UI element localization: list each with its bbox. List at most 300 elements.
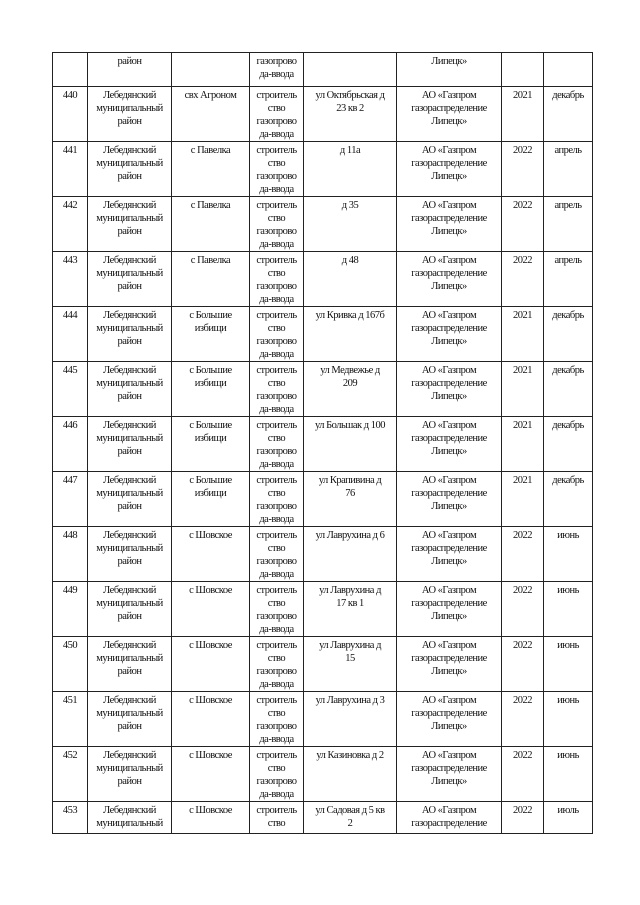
cell-settlement	[172, 362, 250, 417]
cell-number	[53, 692, 88, 747]
cell-text-line: д 11а	[339, 145, 361, 156]
cell-work-type	[250, 747, 304, 802]
cell-text-line: 209	[342, 378, 358, 389]
cell-settlement	[172, 692, 250, 747]
cell-text-line: газопрово	[256, 116, 297, 127]
cell-number	[53, 527, 88, 582]
cell-text: июнь	[557, 750, 579, 761]
cell-text-line: да-ввода	[259, 734, 294, 745]
cell-address	[304, 87, 397, 142]
cell-organization	[397, 747, 502, 802]
cell-text: 449	[62, 585, 78, 596]
table-row	[53, 692, 593, 747]
cell-text-line: избищи	[194, 433, 227, 444]
table-row	[53, 87, 593, 142]
cell-month	[544, 362, 593, 417]
cell-number	[53, 362, 88, 417]
cell-text: июнь	[557, 585, 579, 596]
cell-text-line: строитель	[256, 640, 297, 651]
cell-text-line: да-ввода	[259, 69, 294, 80]
cell-organization	[397, 53, 502, 87]
cell-text-line: строитель	[256, 420, 297, 431]
cell-text-line: муниципальный	[96, 213, 163, 224]
cell-work-type	[250, 362, 304, 417]
cell-text-line: район	[117, 391, 142, 402]
cell-text-line: Лебедянский	[103, 420, 156, 431]
cell-text-line: Лебедянский	[103, 365, 156, 376]
cell-text-line: газораспределение	[411, 763, 487, 774]
cell-text-line: 17 кв 1	[336, 598, 364, 609]
cell-address	[304, 637, 397, 692]
cell-text-line: строитель	[256, 750, 297, 761]
cell-work-type	[250, 53, 304, 87]
cell-text-line: ул Медвежье д	[320, 365, 380, 376]
cell-text-line: строитель	[256, 90, 297, 101]
cell-text: 451	[62, 695, 78, 706]
cell-text-line: газораспределение	[411, 213, 487, 224]
cell-month	[544, 527, 593, 582]
cell-text-line: с Шовское	[189, 750, 232, 761]
cell-text-line: муниципальный	[96, 268, 163, 279]
cell-text-line: да-ввода	[259, 679, 294, 690]
cell-organization	[397, 417, 502, 472]
cell-text-line: с Павелка	[190, 255, 231, 266]
cell-text-line: да-ввода	[259, 459, 294, 470]
cell-text-line: с Шовское	[189, 640, 232, 651]
cell-organization	[397, 87, 502, 142]
cell-text: 2022	[513, 695, 532, 706]
cell-text-line: с Большие	[189, 475, 232, 486]
cell-text-line: район	[117, 501, 142, 512]
cell-text-line: ство	[267, 598, 286, 609]
cell-text-line: газопрово	[256, 171, 297, 182]
cell-text-line: да-ввода	[259, 239, 294, 250]
cell-text-line: АО «Газпром	[421, 585, 477, 596]
cell-text-line: газораспределение	[411, 103, 487, 114]
cell-month	[544, 472, 593, 527]
cell-settlement	[172, 472, 250, 527]
cell-year	[502, 87, 544, 142]
cell-text-line: Липецк»	[431, 611, 467, 622]
cell-text-line: Липецк»	[431, 556, 467, 567]
cell-text-line: муниципальный	[96, 378, 163, 389]
cell-year	[502, 417, 544, 472]
cell-text-line: ул Большак д 100	[314, 420, 385, 431]
cell-text-line: газопрово	[256, 281, 297, 292]
cell-text-line: АО «Газпром	[421, 640, 477, 651]
cell-number	[53, 637, 88, 692]
cell-text-line: с Шовское	[189, 585, 232, 596]
cell-text-line: строитель	[256, 200, 297, 211]
cell-text-line: ство	[267, 213, 286, 224]
cell-text-line: АО «Газпром	[421, 365, 477, 376]
cell-year	[502, 252, 544, 307]
cell-text-line: газопрово	[256, 556, 297, 567]
cell-text-line: Лебедянский	[103, 255, 156, 266]
cell-text-line: ство	[267, 158, 286, 169]
cell-text-line: ство	[267, 708, 286, 719]
cell-text-line: да-ввода	[259, 624, 294, 635]
cell-address	[304, 472, 397, 527]
cell-text: июль	[557, 805, 579, 816]
cell-text-line: газопрово	[256, 666, 297, 677]
cell-text-line: да-ввода	[259, 294, 294, 305]
cell-year	[502, 307, 544, 362]
cell-month	[544, 53, 593, 87]
cell-organization	[397, 362, 502, 417]
cell-district	[88, 582, 172, 637]
cell-text: декабрь	[552, 310, 584, 321]
cell-work-type	[250, 582, 304, 637]
cell-address	[304, 307, 397, 362]
cell-text-line: газопрово	[256, 56, 297, 67]
cell-number	[53, 802, 88, 834]
cell-address	[304, 53, 397, 87]
cell-work-type	[250, 637, 304, 692]
cell-work-type	[250, 802, 304, 834]
table-row	[53, 197, 593, 252]
cell-text-line: строитель	[256, 805, 297, 816]
cell-text-line: ство	[267, 323, 286, 334]
cell-number	[53, 472, 88, 527]
cell-text: 441	[62, 145, 78, 156]
cell-organization	[397, 582, 502, 637]
cell-address	[304, 197, 397, 252]
cell-number	[53, 252, 88, 307]
cell-text-line: газораспределение	[411, 598, 487, 609]
cell-text-line: д 35	[341, 200, 359, 211]
cell-text-line: Лебедянский	[103, 805, 156, 816]
cell-organization	[397, 252, 502, 307]
cell-month	[544, 802, 593, 834]
cell-text-line: район	[117, 721, 142, 732]
cell-district	[88, 527, 172, 582]
cell-work-type	[250, 692, 304, 747]
cell-district	[88, 472, 172, 527]
cell-text-line: избищи	[194, 488, 227, 499]
cell-text-line: Липецк»	[431, 281, 467, 292]
cell-district	[88, 142, 172, 197]
cell-month	[544, 197, 593, 252]
cell-text-line: Лебедянский	[103, 585, 156, 596]
cell-district	[88, 417, 172, 472]
cell-text-line: район	[117, 116, 142, 127]
cell-text: декабрь	[552, 365, 584, 376]
cell-text-line: Лебедянский	[103, 530, 156, 541]
cell-text-line: Липецк»	[431, 666, 467, 677]
cell-text-line: АО «Газпром	[421, 695, 477, 706]
cell-month	[544, 417, 593, 472]
cell-text-line: Липецк»	[431, 446, 467, 457]
cell-text: июнь	[557, 640, 579, 651]
cell-text: 2022	[513, 530, 532, 541]
cell-organization	[397, 142, 502, 197]
cell-text-line: газопрово	[256, 226, 297, 237]
gasification-table	[52, 52, 593, 834]
cell-text-line: с Шовское	[189, 805, 232, 816]
table-row	[53, 142, 593, 197]
cell-district	[88, 252, 172, 307]
cell-text-line: ул Лаврухина д	[319, 585, 381, 596]
cell-month	[544, 582, 593, 637]
cell-year	[502, 53, 544, 87]
cell-text: 443	[62, 255, 78, 266]
cell-text-line: да-ввода	[259, 569, 294, 580]
cell-text-line: район	[117, 611, 142, 622]
cell-text-line: Лебедянский	[103, 640, 156, 651]
cell-text-line: газораспределение	[411, 708, 487, 719]
cell-text: апрель	[554, 145, 582, 156]
cell-month	[544, 142, 593, 197]
cell-settlement	[172, 637, 250, 692]
cell-text-line: да-ввода	[259, 349, 294, 360]
cell-text: декабрь	[552, 90, 584, 101]
cell-address	[304, 747, 397, 802]
cell-year	[502, 582, 544, 637]
cell-text: 453	[62, 805, 78, 816]
cell-text-line: газораспределение	[411, 653, 487, 664]
cell-text-line: 76	[345, 488, 355, 499]
cell-text-line: Лебедянский	[103, 145, 156, 156]
cell-work-type	[250, 527, 304, 582]
cell-text-line: строитель	[256, 365, 297, 376]
table-row	[53, 582, 593, 637]
cell-text-line: 23 кв 2	[336, 103, 364, 114]
cell-text-line: Липецк»	[431, 776, 467, 787]
cell-text-line: избищи	[194, 323, 227, 334]
cell-text: декабрь	[552, 475, 584, 486]
cell-address	[304, 142, 397, 197]
cell-text-line: Липецк»	[431, 226, 467, 237]
cell-text-line: Липецк»	[431, 56, 467, 67]
cell-text-line: Липецк»	[431, 336, 467, 347]
cell-address	[304, 802, 397, 834]
cell-text-line: 2	[347, 818, 353, 829]
cell-number	[53, 417, 88, 472]
cell-text: 445	[62, 365, 78, 376]
cell-organization	[397, 692, 502, 747]
cell-month	[544, 637, 593, 692]
table-row	[53, 472, 593, 527]
cell-text-line: ул Садовая д 5 кв	[315, 805, 385, 816]
cell-text: апрель	[554, 200, 582, 211]
cell-work-type	[250, 142, 304, 197]
cell-work-type	[250, 417, 304, 472]
cell-settlement	[172, 87, 250, 142]
cell-work-type	[250, 87, 304, 142]
cell-text-line: район	[117, 226, 142, 237]
cell-text-line: район	[117, 446, 142, 457]
cell-address	[304, 527, 397, 582]
cell-text: апрель	[554, 255, 582, 266]
cell-text-line: АО «Газпром	[421, 750, 477, 761]
cell-district	[88, 197, 172, 252]
table-row	[53, 637, 593, 692]
cell-text-line: Лебедянский	[103, 310, 156, 321]
cell-text-line: Лебедянский	[103, 200, 156, 211]
cell-text: 2022	[513, 255, 532, 266]
cell-text-line: муниципальный	[96, 158, 163, 169]
cell-text-line: ство	[267, 488, 286, 499]
cell-text-line: газораспределение	[411, 818, 487, 829]
cell-text-line: газопрово	[256, 611, 297, 622]
cell-year	[502, 527, 544, 582]
cell-text-line: Липецк»	[431, 501, 467, 512]
cell-text-line: муниципальный	[96, 598, 163, 609]
cell-text: 2021	[513, 420, 532, 431]
cell-district	[88, 362, 172, 417]
cell-text-line: газопрово	[256, 776, 297, 787]
cell-text-line: ул Октябрьская д	[315, 90, 385, 101]
cell-text-line: ул Лаврухина д	[319, 640, 381, 651]
cell-year	[502, 637, 544, 692]
cell-text-line: ул Кривка д 167б	[315, 310, 385, 321]
cell-text-line: АО «Газпром	[421, 255, 477, 266]
cell-year	[502, 142, 544, 197]
cell-text: 452	[62, 750, 78, 761]
cell-district	[88, 53, 172, 87]
cell-text-line: ство	[267, 103, 286, 114]
cell-text-line: с Шовское	[189, 530, 232, 541]
cell-text-line: с Большие	[189, 310, 232, 321]
cell-number	[53, 142, 88, 197]
cell-text: 2022	[513, 585, 532, 596]
cell-work-type	[250, 307, 304, 362]
cell-text: декабрь	[552, 420, 584, 431]
cell-text-line: ство	[267, 763, 286, 774]
cell-text: 444	[62, 310, 78, 321]
cell-text-line: газораспределение	[411, 433, 487, 444]
table-row	[53, 252, 593, 307]
cell-text-line: газопрово	[256, 501, 297, 512]
cell-text: 450	[62, 640, 78, 651]
cell-address	[304, 417, 397, 472]
cell-month	[544, 252, 593, 307]
cell-text-line: ство	[267, 268, 286, 279]
cell-year	[502, 362, 544, 417]
cell-text-line: газопрово	[256, 721, 297, 732]
cell-text-line: муниципальный	[96, 103, 163, 114]
cell-text-line: с Павелка	[190, 145, 231, 156]
cell-text-line: муниципальный	[96, 323, 163, 334]
cell-text-line: газопрово	[256, 391, 297, 402]
cell-text-line: строитель	[256, 310, 297, 321]
table-row	[53, 802, 593, 834]
cell-text-line: Лебедянский	[103, 695, 156, 706]
cell-text: 2021	[513, 310, 532, 321]
cell-text: 2022	[513, 200, 532, 211]
cell-text-line: строитель	[256, 695, 297, 706]
cell-text-line: газораспределение	[411, 268, 487, 279]
cell-settlement	[172, 53, 250, 87]
cell-text-line: газораспределение	[411, 543, 487, 554]
cell-text-line: строитель	[256, 585, 297, 596]
cell-text-line: АО «Газпром	[421, 310, 477, 321]
cell-text-line: ул Казиновка д 2	[316, 750, 384, 761]
cell-text-line: строитель	[256, 475, 297, 486]
cell-text-line: ство	[267, 653, 286, 664]
table-row	[53, 362, 593, 417]
cell-text: 2022	[513, 640, 532, 651]
cell-text-line: Лебедянский	[103, 750, 156, 761]
cell-address	[304, 582, 397, 637]
cell-text-line: муниципальный	[96, 818, 163, 829]
cell-text-line: район	[117, 776, 142, 787]
cell-number	[53, 87, 88, 142]
cell-text: 447	[62, 475, 78, 486]
cell-text-line: с Большие	[189, 420, 232, 431]
cell-organization	[397, 637, 502, 692]
cell-text-line: муниципальный	[96, 708, 163, 719]
cell-address	[304, 252, 397, 307]
cell-year	[502, 472, 544, 527]
cell-text-line: да-ввода	[259, 514, 294, 525]
cell-text-line: избищи	[194, 378, 227, 389]
cell-month	[544, 747, 593, 802]
cell-organization	[397, 197, 502, 252]
cell-organization	[397, 802, 502, 834]
cell-text-line: с Большие	[189, 365, 232, 376]
cell-text: 2021	[513, 90, 532, 101]
cell-text-line: Липецк»	[431, 721, 467, 732]
cell-settlement	[172, 417, 250, 472]
cell-text-line: район	[117, 56, 142, 67]
cell-year	[502, 747, 544, 802]
cell-text-line: муниципальный	[96, 433, 163, 444]
table-row	[53, 747, 593, 802]
cell-district	[88, 802, 172, 834]
cell-work-type	[250, 252, 304, 307]
cell-text: июнь	[557, 530, 579, 541]
cell-text-line: Липецк»	[431, 116, 467, 127]
cell-work-type	[250, 197, 304, 252]
cell-address	[304, 692, 397, 747]
cell-month	[544, 692, 593, 747]
cell-text-line: муниципальный	[96, 763, 163, 774]
cell-month	[544, 87, 593, 142]
cell-number	[53, 582, 88, 637]
cell-text-line: муниципальный	[96, 653, 163, 664]
cell-text-line: газораспределение	[411, 488, 487, 499]
cell-text-line: да-ввода	[259, 789, 294, 800]
cell-text-line: АО «Газпром	[421, 90, 477, 101]
cell-district	[88, 692, 172, 747]
cell-district	[88, 637, 172, 692]
cell-text-line: ство	[267, 433, 286, 444]
cell-text-line: с Шовское	[189, 695, 232, 706]
table-row	[53, 527, 593, 582]
cell-text-line: ул Лаврухина д 6	[315, 530, 385, 541]
cell-settlement	[172, 747, 250, 802]
cell-text: 2021	[513, 475, 532, 486]
cell-organization	[397, 307, 502, 362]
cell-text-line: газораспределение	[411, 378, 487, 389]
cell-settlement	[172, 307, 250, 362]
cell-text-line: газопрово	[256, 446, 297, 457]
cell-settlement	[172, 527, 250, 582]
cell-text-line: АО «Газпром	[421, 530, 477, 541]
cell-month	[544, 307, 593, 362]
cell-text-line: АО «Газпром	[421, 475, 477, 486]
cell-text-line: ство	[267, 543, 286, 554]
cell-text: 2022	[513, 805, 532, 816]
cell-text-line: строитель	[256, 530, 297, 541]
table-row	[53, 417, 593, 472]
cell-text-line: АО «Газпром	[421, 805, 477, 816]
table-body	[53, 53, 593, 834]
cell-text-line: строитель	[256, 255, 297, 266]
cell-text-line: АО «Газпром	[421, 200, 477, 211]
